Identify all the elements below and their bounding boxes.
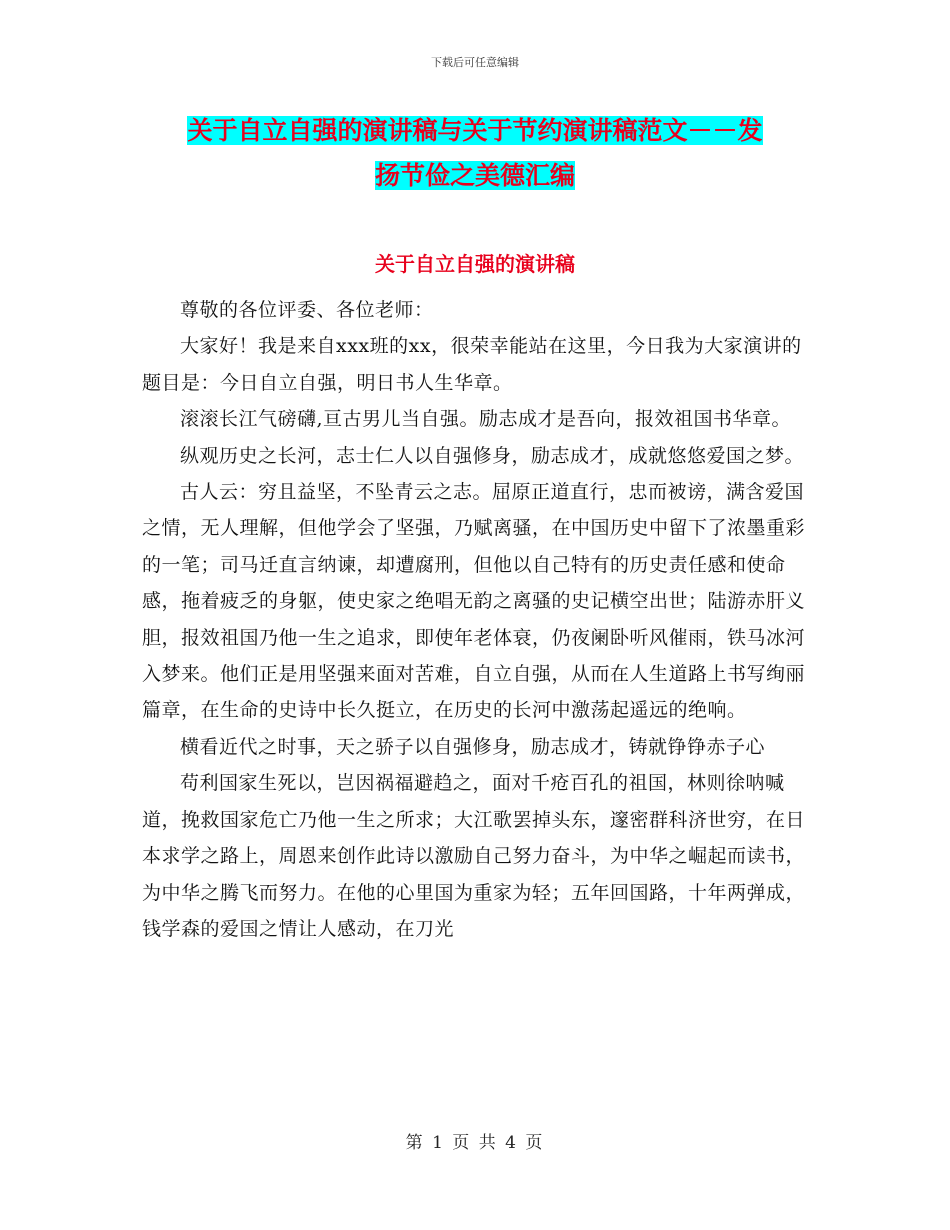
document-title-line-1: 关于自立自强的演讲稿与关于节约演讲稿范文－－发 [187,116,763,145]
document-title [140,108,810,198]
page-number: 第 1 页 共 4 页 [405,1133,545,1153]
section-heading: 关于自立自强的演讲稿 [375,252,575,276]
paragraph-greeting: 大家好！我是来自xxx班的xx，很荣幸能站在这里，今日我为大家演讲的题目是：今日自立自强，明日书人生华章。 [142,335,802,394]
paragraph-salutation: 尊敬的各位评委、各位老师： [180,299,434,321]
paragraph-patriots: 苟利国家生死以，岂因祸福避趋之，面对千疮百孔的祖国，林则徐呐喊道，挽救国家危亡乃他一生之所求；大江歌罢掉头东，邃密群科济世穷，在日本求学之路上，周恩来创作此诗以激励自己努力奋斗，为中华之崛起而读书，为中华之腾飞而努力。在他的心里国为重家为轻；五年回国路，十年两弹成，钱学森的爱国之情让人感动，在刀光 [142,772,806,940]
paragraph-history: 纵观历史之长河，志士仁人以自强修身，励志成才，成就悠悠爱国之梦。 [180,444,805,467]
document-title-line-2: 扬节俭之美德汇编 [374,161,575,190]
speech-body [142,292,810,947]
paragraph-ancients: 古人云：穷且益坚，不坠青云之志。屈原正道直行，忠而被谤，满含爱国之情，无人理解，但他学会了坚强，乃赋离骚，在中国历史中留下了浓墨重彩的一笔；司马迁直言纳谏，却遭腐刑，但他以自己特有的历史责任感和使命感，拖着疲乏的身躯，使史家之绝唱无韵之离骚的史记横空出世；陆游赤肝义胆，报效祖国乃他一生之追求，即使年老体衰，仍夜阑卧听风催雨，铁马冰河入梦来。他们正是用坚强来面对苦难，自立自强，从而在人生道路上书写绚丽篇章，在生命的史诗中长久挺立，在历史的长河中激荡起遥远的绝响。 [142,481,806,722]
paragraph-yangtze: 滚滚长江气磅礴,亘古男儿当自强。励志成才是吾向，报效祖国书华章。 [180,408,792,431]
paragraph-modern: 横看近代之时事，天之骄子以自强修身，励志成才，铸就铮铮赤子心 [180,735,766,758]
page-header-note: 下载后可任意编辑 [431,56,519,69]
